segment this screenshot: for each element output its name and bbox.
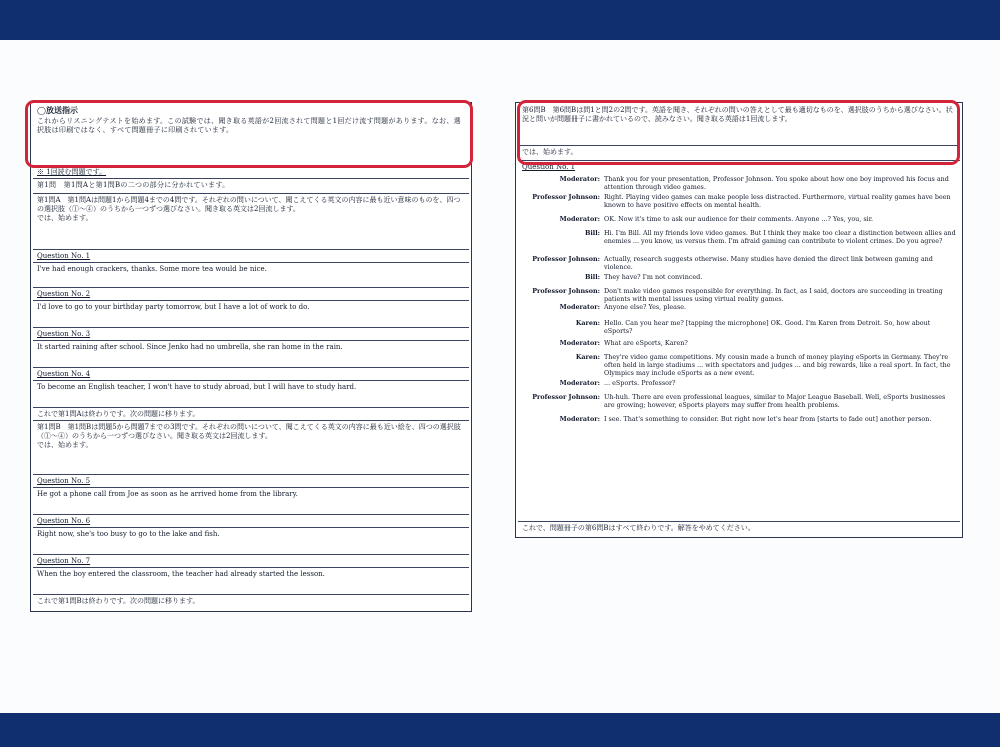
speaker-label: Moderator: bbox=[559, 215, 600, 223]
question-label-text: Question No. 1 bbox=[522, 163, 576, 171]
q5-label-text: Question No. 5 bbox=[37, 477, 91, 485]
speaker-label: Moderator: bbox=[559, 303, 600, 311]
utterance-text: They have? I'm not convinced. bbox=[604, 273, 703, 281]
speaker-label: Moderator: bbox=[559, 175, 600, 183]
utterance-text: Thank you for your presentation, Professor Johnson. You spoke about how one boy improved his focus and attention through video games. bbox=[604, 175, 949, 191]
part1a-instructions: 第1問A 第1問Aは問題1から問題4までの4問です。それぞれの問いについて、聞こえてくる英文の内容に最も近い意味のものを、四つの選択肢（①〜④）のうちから一つずつ選びなさい。聞き取る英文は2回流します。 では、始めます。 bbox=[33, 193, 469, 247]
q3-text: It started raining after school. Since Jenko had no umbrella, she ran home in the rain. bbox=[33, 340, 469, 366]
q2-text: I'd love to go to your birthday party tomorrow, but I have a lot of work to do. bbox=[33, 300, 469, 326]
bottom-blue-band bbox=[0, 713, 1000, 747]
q1-text: I've had enough crackers, thanks. Some more tea would be nice. bbox=[33, 262, 469, 286]
utterance-text: Uh-huh. There are even professional leagues, similar to Major League Baseball. Well, eSports businesses are growing; however, eSports players may suffer from health problems. bbox=[604, 393, 946, 409]
utterance-text: They're video game competitions. My cousin made a bunch of money playing eSports in Germany. They're often held in large stadiums ... with spectators and judges ... and big rewards, like a real sport. In fact, the Olympics may include eSports as a new event. bbox=[604, 353, 951, 377]
q5-label bbox=[33, 474, 469, 486]
part6b-instructions: 第6問B 第6問Bは問1と問2の2問です。英語を聞き、それぞれの問いの答えとして最も適切なものを、選択肢のうちから選びなさい。状況と問いが問題冊子に書かれているので、読みなさい。聞き取る英語は1回流します。 bbox=[522, 106, 953, 123]
q7-label-text: Question No. 7 bbox=[37, 557, 91, 565]
q7-label bbox=[33, 554, 469, 566]
highlight-box-left bbox=[25, 100, 473, 168]
speaker-label: Moderator: bbox=[559, 339, 600, 347]
speaker-label: Professor Johnson: bbox=[532, 193, 600, 201]
utterance-text: Actually, research suggests otherwise. Many studies have denied the direct link between gaming and violence. bbox=[604, 255, 933, 271]
highlight-box-right bbox=[517, 100, 960, 165]
q1-label bbox=[33, 249, 469, 261]
utterance-text: What are eSports, Karen? bbox=[604, 339, 688, 347]
q6-text: Right now, she's too busy to go to the lake and fish. bbox=[33, 527, 469, 553]
q3-label-text: Question No. 3 bbox=[37, 330, 91, 338]
note-text: ※ 1回読む問題です。 bbox=[37, 168, 107, 176]
q3-label bbox=[33, 327, 469, 339]
utterance-text: Hi. I'm Bill. All my friends love video games. But I think they make too clear a distinction between allies and enemies ... you know, us versus them. I'm afraid gaming can contribute to violent crimes. Do you agree? bbox=[604, 229, 956, 245]
q4-text: To become an English teacher, I won't have to study abroad, but I will have to study hard. bbox=[33, 380, 469, 406]
q2-label bbox=[33, 287, 469, 299]
speaker-label: Professor Johnson: bbox=[532, 393, 600, 401]
utterance-text: Right. Playing video games can make people less distracted. Furthermore, virtual reality games have been known to have positive effects on mental health. bbox=[604, 193, 951, 209]
part1-title-text: 第1問 第1問Aと第1問Bの二つの部分に分かれています。 bbox=[37, 181, 230, 189]
utterance-text: Don't make video games responsible for everything. In fact, as I said, doctors are succeeding in treating patients with mental issues using virtual reality games. bbox=[604, 287, 943, 303]
start-line: では、始めます。 bbox=[518, 145, 960, 159]
q1-label-text: Question No. 1 bbox=[37, 252, 91, 260]
speaker-label: Moderator: bbox=[559, 379, 600, 387]
speaker-label: Professor Johnson: bbox=[532, 287, 600, 295]
q4-label-text: Question No. 4 bbox=[37, 370, 91, 378]
utterance-text: OK. Now it's time to ask our audience for their comments. Anyone ...? Yes, you, sir. bbox=[604, 215, 874, 223]
q2-label-text: Question No. 2 bbox=[37, 290, 91, 298]
q6-label-text: Question No. 6 bbox=[37, 517, 91, 525]
right-script-page bbox=[515, 102, 963, 538]
dialogue-transcript bbox=[520, 175, 958, 521]
intro-text: これからリスニングテストを始めます。この試験では、聞き取る英語が2回流されて問題と1回だけ流す問題があります。なお、選択肢は印刷ではなく、すべて問題冊子に印刷されています。 bbox=[37, 117, 461, 134]
utterance-text: ... eSports. Professor? bbox=[604, 379, 676, 387]
speaker-label: Bill: bbox=[584, 273, 600, 281]
utterance-text: Anyone else? Yes, please. bbox=[604, 303, 687, 311]
end-note: これで第1問Bは終わりです。次の問題に移ります。 bbox=[33, 594, 469, 609]
q6-label bbox=[33, 514, 469, 526]
part1-title bbox=[33, 178, 469, 192]
speaker-label: Bill: bbox=[584, 229, 600, 237]
speaker-label: Professor Johnson: bbox=[532, 255, 600, 263]
part1b-instructions: 第1問B 第1問Bは問題5から問題7までの3問です。それぞれの問いについて、聞こえてくる英文の内容に最も近い絵を、四つの選択肢（①〜④）のうちから一つずつ選びなさい。聞き取る英文は2回流します。 では、始めます。 bbox=[33, 420, 469, 472]
q5-text: He got a phone call from Joe as soon as he arrived home from the library. bbox=[33, 487, 469, 513]
section-header: ◯放送指示 bbox=[37, 105, 78, 115]
left-script-page bbox=[30, 102, 472, 612]
speaker-label: Moderator: bbox=[559, 415, 600, 423]
q4-label bbox=[33, 367, 469, 379]
top-blue-band bbox=[0, 0, 1000, 40]
separator-1: これで第1問Aは終わりです。次の問題に移ります。 bbox=[33, 407, 469, 419]
end-note-right: これで、問題冊子の第6問Bはすべて終わりです。解答をやめてください。 bbox=[518, 521, 960, 537]
utterance-text: Hello. Can you hear me? [tapping the microphone] OK. Good. I'm Karen from Detroit. So, how about eSports? bbox=[604, 319, 931, 335]
speaker-label: Karen: bbox=[575, 353, 600, 361]
speaker-label: Karen: bbox=[575, 319, 600, 327]
utterance-text: I see. That's something to consider. But right now let's hear from [starts to fade out] another person. bbox=[604, 415, 932, 423]
q7-text: When the boy entered the classroom, the teacher had already started the lesson. bbox=[33, 567, 469, 593]
